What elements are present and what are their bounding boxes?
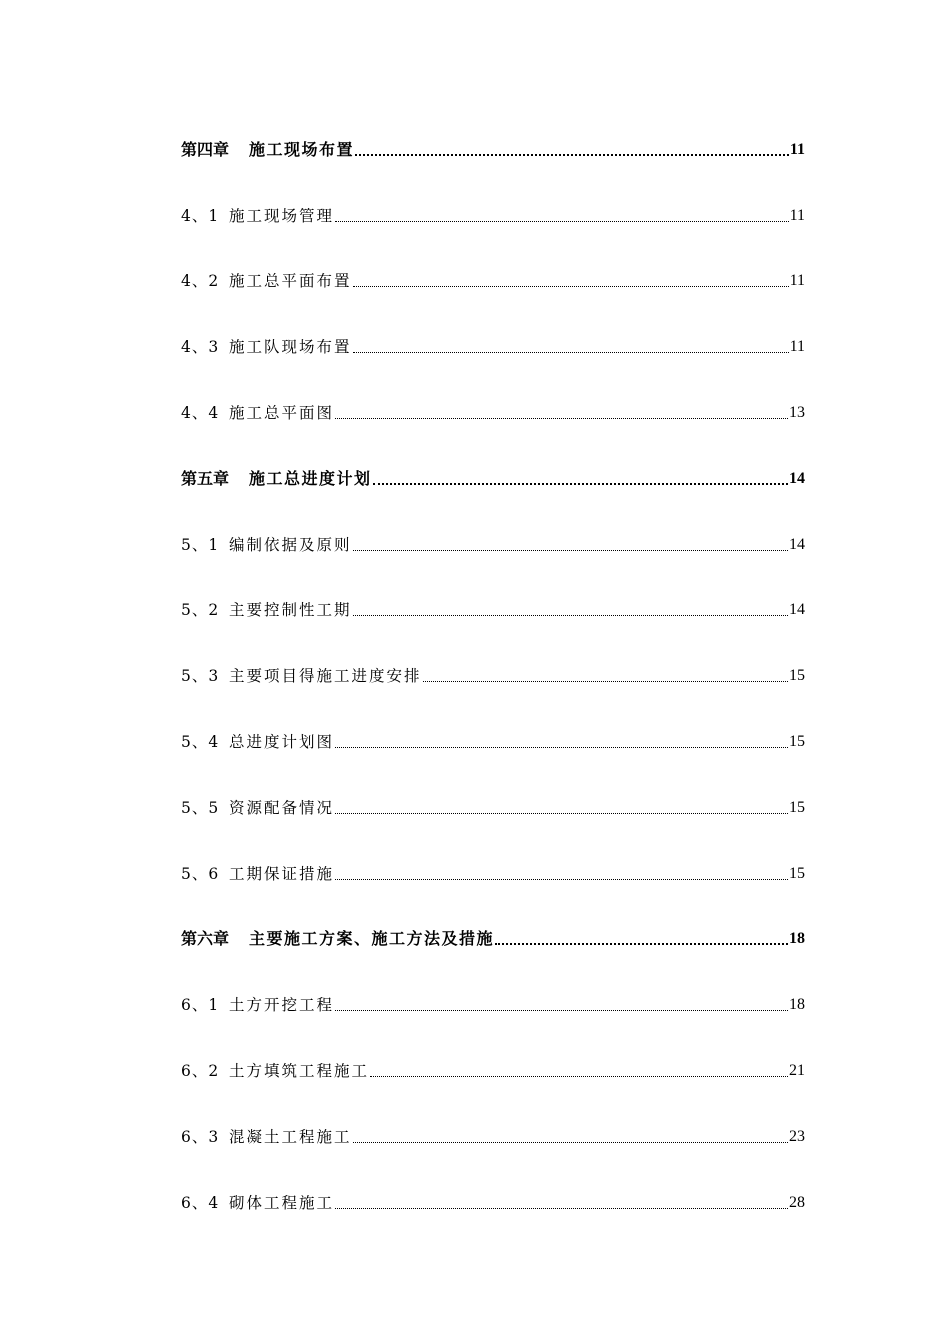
toc-entry-number: 6、3 xyxy=(181,1127,220,1146)
toc-entry-number: 4、3 xyxy=(181,338,220,357)
toc-entry[interactable] xyxy=(181,706,805,772)
toc-entry-number: 5、1 xyxy=(181,535,220,554)
toc-entry-title: 土方填筑工程施工 xyxy=(229,1061,370,1080)
toc-entry-number: 5、4 xyxy=(181,732,220,751)
dot-leader xyxy=(335,221,789,222)
toc-entry[interactable] xyxy=(181,443,805,509)
toc-entry-page: 13 xyxy=(789,403,805,421)
toc-entry-number: 6、4 xyxy=(181,1193,220,1212)
dot-leader xyxy=(370,1076,788,1077)
dot-leader xyxy=(373,483,788,485)
toc-entry-title: 主要控制性工期 xyxy=(229,601,352,620)
table-of-contents xyxy=(181,114,805,1233)
toc-entry[interactable] xyxy=(181,509,805,575)
dot-leader xyxy=(353,1142,788,1143)
toc-entry-page: 15 xyxy=(789,798,805,816)
toc-entry-page: 15 xyxy=(789,732,805,750)
toc-entry-title: 砌体工程施工 xyxy=(229,1193,335,1212)
dot-leader xyxy=(353,352,789,353)
dot-leader xyxy=(353,550,788,551)
toc-entry-number: 第五章 xyxy=(181,468,230,488)
dot-leader xyxy=(335,879,788,880)
toc-entry-page: 23 xyxy=(789,1127,805,1145)
toc-entry-title: 编制依据及原则 xyxy=(229,535,352,554)
toc-entry-page: 21 xyxy=(789,1061,805,1079)
toc-entry-page: 18 xyxy=(789,930,805,948)
dot-leader xyxy=(335,747,788,748)
toc-entry[interactable] xyxy=(181,575,805,641)
toc-entry-page: 11 xyxy=(789,206,805,224)
toc-entry-title: 施工现场管理 xyxy=(229,206,335,225)
toc-entry-title: 资源配备情况 xyxy=(229,798,335,817)
toc-entry[interactable] xyxy=(181,904,805,970)
toc-entry[interactable] xyxy=(181,246,805,312)
toc-entry-title: 主要施工方案、施工方法及措施 xyxy=(249,929,495,949)
toc-entry-title: 主要项目得施工进度安排 xyxy=(229,667,422,686)
toc-entry-number: 5、6 xyxy=(181,864,220,883)
dot-leader xyxy=(495,943,788,945)
toc-entry-title: 总进度计划图 xyxy=(229,732,335,751)
toc-entry-page: 28 xyxy=(789,1193,805,1211)
toc-entry-page: 11 xyxy=(789,272,805,290)
toc-entry-title: 施工总进度计划 xyxy=(249,468,372,488)
toc-entry[interactable] xyxy=(181,377,805,443)
toc-entry-page: 18 xyxy=(789,996,805,1014)
toc-entry-number: 6、1 xyxy=(181,996,220,1015)
toc-entry-page: 14 xyxy=(789,535,805,553)
toc-entry[interactable] xyxy=(181,1101,805,1167)
toc-entry-title: 施工总平面布置 xyxy=(229,272,352,291)
toc-entry-number: 4、2 xyxy=(181,272,220,291)
toc-entry-title: 施工现场布置 xyxy=(249,139,355,159)
toc-entry-number: 4、4 xyxy=(181,403,220,422)
toc-entry-number: 4、1 xyxy=(181,206,220,225)
toc-entry-number: 第四章 xyxy=(181,139,230,159)
toc-entry[interactable] xyxy=(181,311,805,377)
toc-entry-page: 14 xyxy=(789,469,805,487)
toc-entry-title: 混凝土工程施工 xyxy=(229,1127,352,1146)
dot-leader xyxy=(335,1010,788,1011)
toc-entry[interactable] xyxy=(181,114,805,180)
dot-leader xyxy=(353,286,789,287)
toc-entry-title: 工期保证措施 xyxy=(229,864,335,883)
toc-entry[interactable] xyxy=(181,1035,805,1101)
toc-entry[interactable] xyxy=(181,772,805,838)
dot-leader xyxy=(335,418,788,419)
toc-entry-page: 14 xyxy=(789,601,805,619)
dot-leader xyxy=(335,1208,788,1209)
toc-entry-title: 土方开挖工程 xyxy=(229,996,335,1015)
toc-entry[interactable] xyxy=(181,838,805,904)
toc-entry-number: 5、2 xyxy=(181,601,220,620)
toc-entry-number: 5、3 xyxy=(181,667,220,686)
toc-entry-page: 11 xyxy=(789,140,805,158)
toc-entry-page: 15 xyxy=(789,667,805,685)
dot-leader xyxy=(335,813,788,814)
toc-entry-title: 施工总平面图 xyxy=(229,403,335,422)
toc-entry-page: 15 xyxy=(789,864,805,882)
dot-leader xyxy=(355,154,789,156)
toc-entry-number: 6、2 xyxy=(181,1061,220,1080)
toc-entry-page: 11 xyxy=(789,338,805,356)
toc-entry-number: 5、5 xyxy=(181,798,220,817)
toc-entry[interactable] xyxy=(181,1167,805,1233)
toc-entry[interactable] xyxy=(181,640,805,706)
dot-leader xyxy=(423,681,788,682)
toc-entry[interactable] xyxy=(181,969,805,1035)
toc-entry-title: 施工队现场布置 xyxy=(229,338,352,357)
dot-leader xyxy=(353,615,788,616)
toc-entry-number: 第六章 xyxy=(181,929,230,949)
toc-entry[interactable] xyxy=(181,180,805,246)
